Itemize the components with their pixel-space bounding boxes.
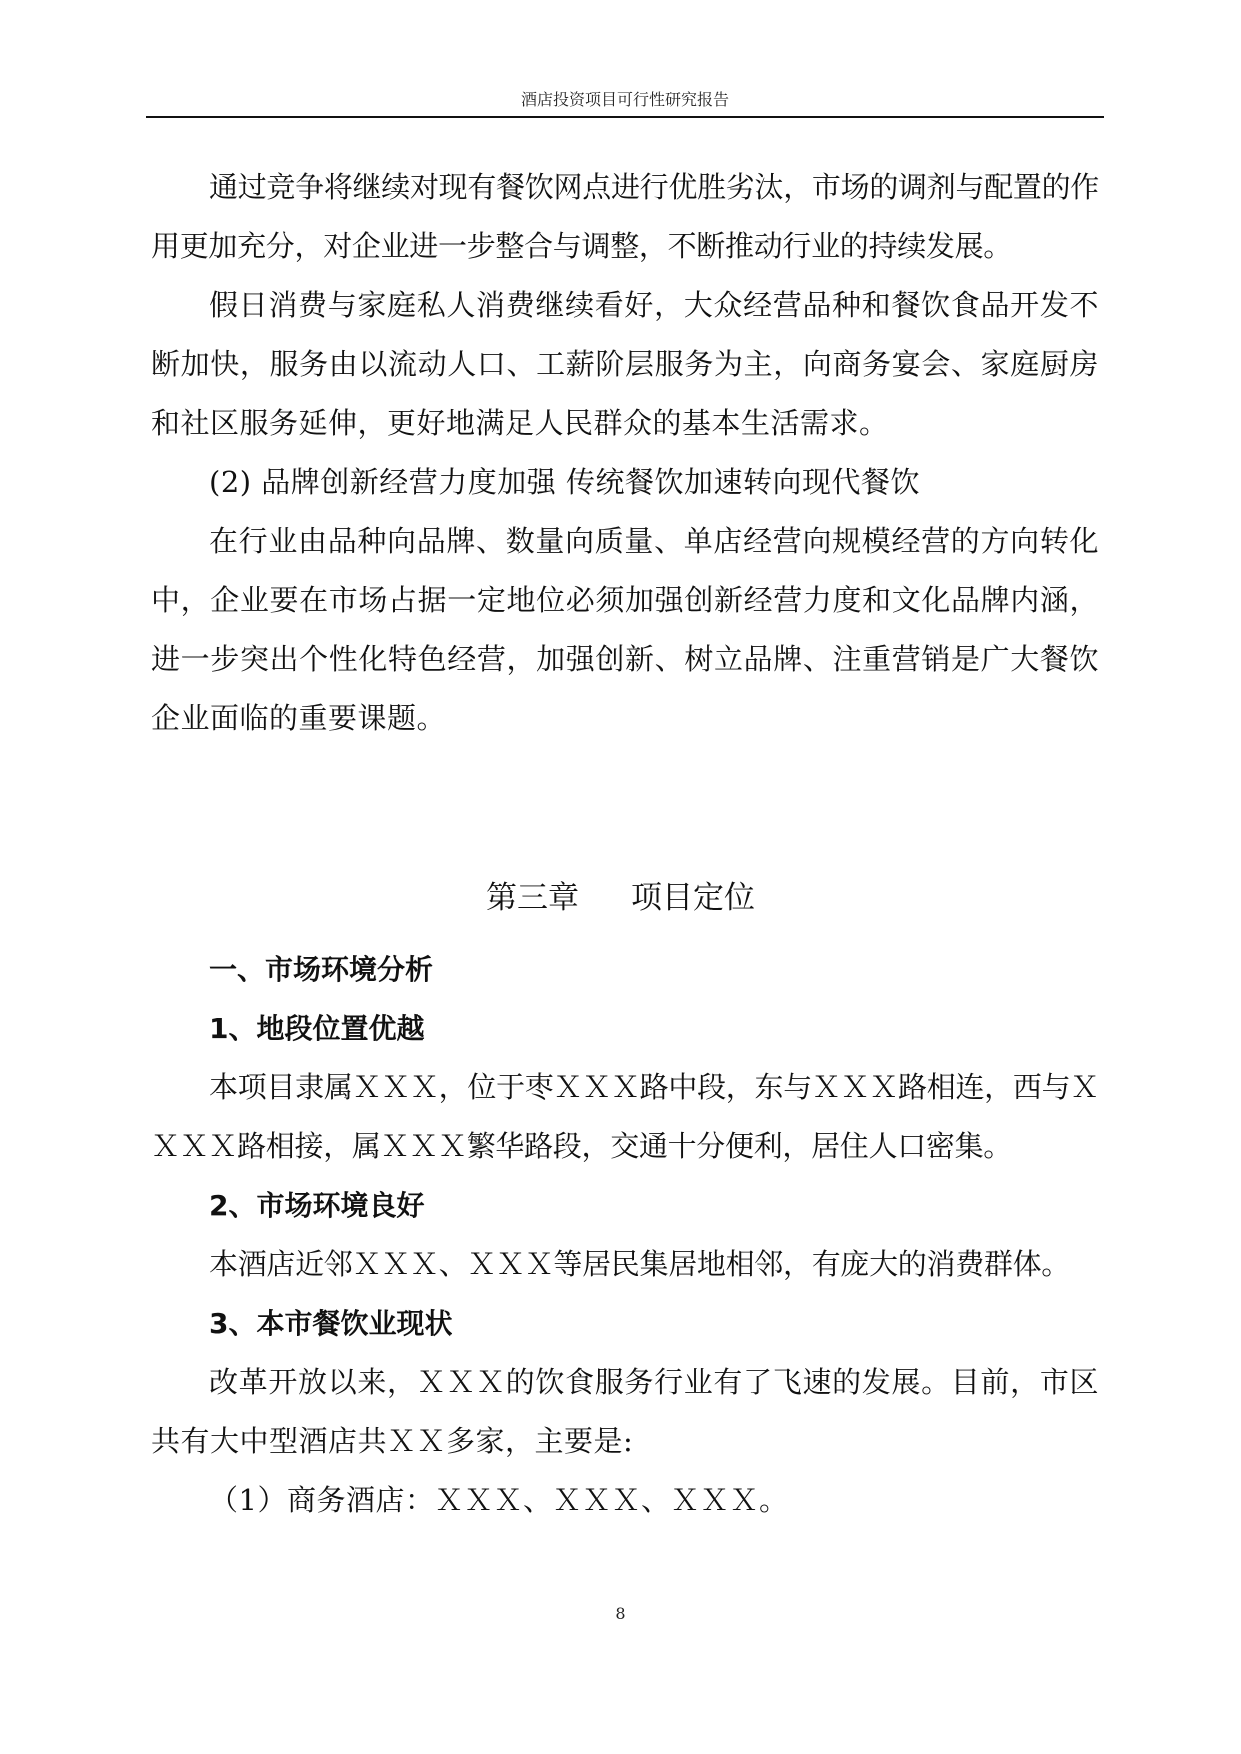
paragraph-status: 改革开放以来，ＸＸＸ的饮食服务行业有了飞速的发展。目前，市区共有大中型酒店共ＸＸ多家，主要是: [151, 1365, 1099, 1458]
chapter-number: 第三章 [486, 880, 579, 916]
paragraph-brand-innovation-heading: (2) 品牌创新经营力度加强 传统餐饮加速转向现代餐饮 [209, 465, 921, 499]
paragraph-competition: 通过竞争将继续对现有餐饮网点进行优胜劣汰，市场的调剂与配置的作用更加充分，对企业进一步整合与调整，不断推动行业的持续发展。 [151, 170, 1099, 263]
running-header [146, 86, 1104, 118]
subsection-heading-status: 3、本市餐饮业现状 [209, 1307, 453, 1340]
chapter-name: 项目定位 [631, 880, 755, 916]
section-heading: 一、市场环境分析 [209, 953, 434, 986]
page-number: 8 [615, 1604, 626, 1623]
subsection-heading-environment: 2、市场环境良好 [209, 1189, 425, 1222]
chapter-title [0, 878, 1241, 918]
subsection-heading-location: 1、地段位置优越 [209, 1012, 425, 1045]
paragraph-holiday-consumption: 假日消费与家庭私人消费继续看好，大众经营品种和餐饮食品开发不断加快，服务由以流动人口、工薪阶层服务为主，向商务宴会、家庭厨房和社区服务延伸，更好地满足人民群众的基本生活需求。 [151, 288, 1099, 440]
section-market-environment [151, 940, 1099, 1530]
paragraph-environment: 本酒店近邻ＸＸＸ、ＸＸＸ等居民集居地相邻，有庞大的消费群体。 [209, 1247, 1071, 1281]
header-title: 酒店投资项目可行性研究报告 [520, 90, 729, 109]
paragraph-location: 本项目隶属ＸＸＸ，位于枣ＸＸＸ路中段，东与ＸＸＸ路相连，西与ＸＸＸＸ路相接，属ＸＸＸ繁华路段，交通十分便利，居住人口密集。 [151, 1070, 1099, 1163]
paragraph-brand-transformation: 在行业由品种向品牌、数量向质量、单店经营向规模经营的方向转化中，企业要在市场占据一定地位必须加强创新经营力度和文化品牌内涵，进一步突出个性化特色经营，加强创新、树立品牌、注重营销是广大餐饮企业面临的重要课题。 [151, 524, 1099, 735]
content-top [151, 158, 1099, 748]
list-item-business-hotels: （1）商务酒店：ＸＸＸ、ＸＸＸ、ＸＸＸ。 [209, 1483, 789, 1517]
